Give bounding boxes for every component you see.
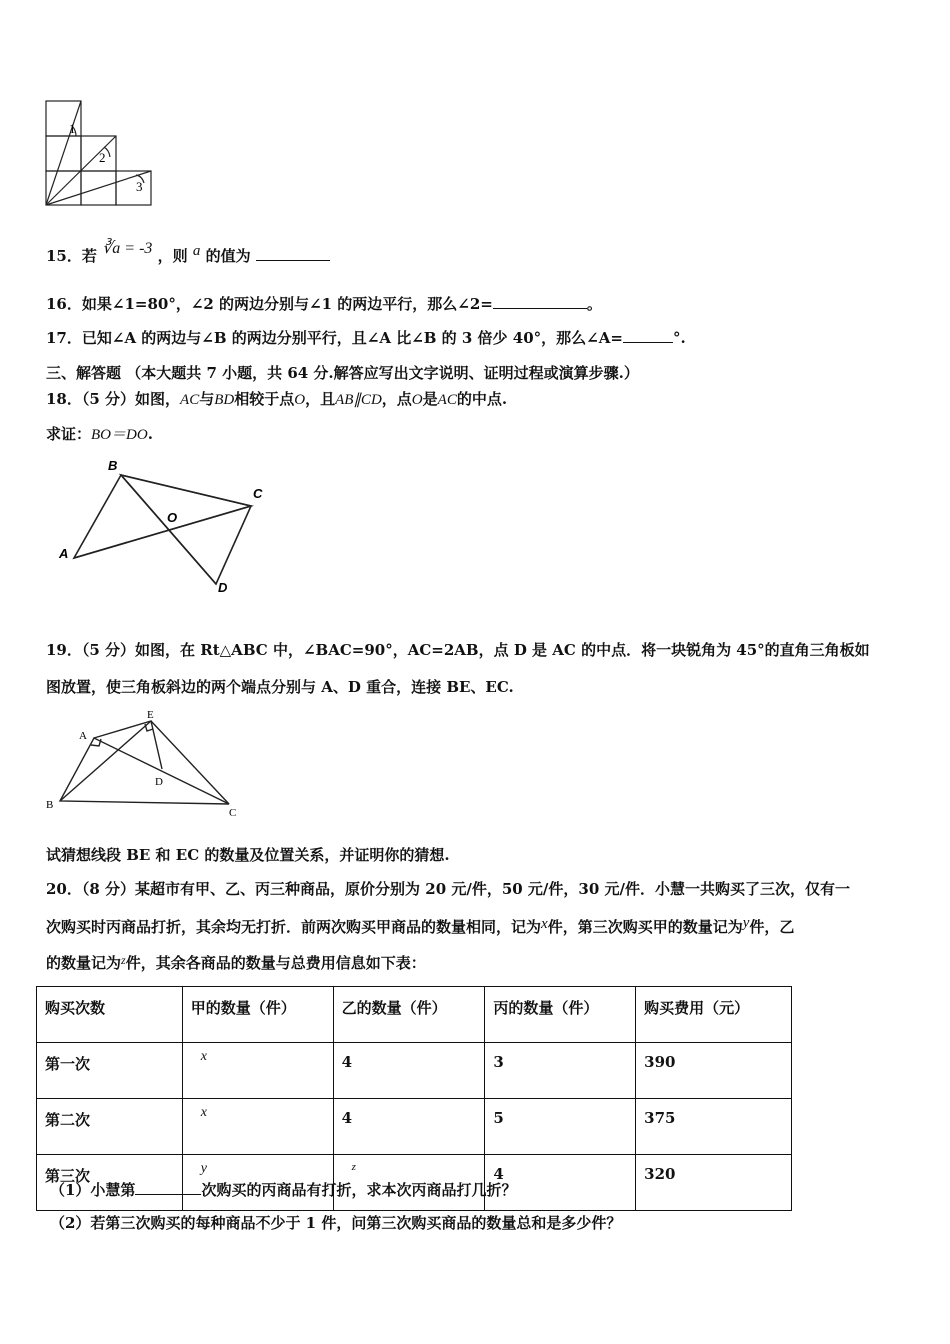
- q18-prove-statement: BO＝DO: [91, 427, 148, 443]
- table-header: 丙的数量（件）: [485, 987, 636, 1043]
- q20-sub1-text-a: （1）小慧第: [50, 1181, 136, 1199]
- point-label-o: O: [167, 510, 178, 525]
- point-label-d: D: [155, 776, 163, 788]
- question-19-line1: 19．（5 分）如图，在 Rt△ABC 中，∠BAC=90°，AC=2AB，点 D 是 AC 的中点．将一块锐角为 45°的直角三角板如: [46, 641, 870, 659]
- point-label-b: B: [46, 799, 54, 811]
- angle-label-1: 1: [69, 121, 76, 136]
- question-20-line1: 20．（8 分）某超市有甲、乙、丙三种商品，原价分别为 20 元/件，50 元/件，30 元/件．小慧一共购买了三次，仅有一: [46, 880, 850, 898]
- question-18-prove: [46, 424, 153, 445]
- question-15: [46, 240, 330, 267]
- answer-blank-20-1[interactable]: [135, 1180, 201, 1195]
- q18-text-g: ，且: [305, 390, 336, 408]
- table-cell: 第三次: [37, 1155, 183, 1211]
- table-cell: 5: [485, 1099, 636, 1155]
- q15-math-expression: ∛a = -3: [102, 240, 153, 257]
- table-cell: 4: [333, 1099, 485, 1155]
- table-header: 甲的数量（件）: [182, 987, 333, 1043]
- q18-text-m: 的中点.: [456, 390, 508, 408]
- table-cell: y: [182, 1155, 333, 1211]
- point-label-e: E: [147, 709, 154, 721]
- question-18: [46, 389, 507, 410]
- q18-o2: O: [411, 392, 423, 408]
- table-row: [37, 1043, 792, 1099]
- table-cell: x: [182, 1099, 333, 1155]
- answer-blank-16[interactable]: [493, 294, 587, 309]
- point-label-d: D: [218, 580, 228, 595]
- section-3-heading: 三、解答题 （本大题共 7 小题，共 64 分.解答应写出文字说明、证明过程或演算步骤.）: [46, 364, 639, 382]
- q20-text-a: 次购买时丙商品打折，其余均无打折．前两次购买甲商品的数量相同，记为: [46, 918, 542, 936]
- answer-blank-15[interactable]: [256, 246, 330, 261]
- q20-sub1-text-b: 次购买的丙商品有打折，求本次丙商品打几折？: [201, 1181, 517, 1199]
- answer-blank-17[interactable]: [623, 328, 673, 343]
- purchase-table: [36, 986, 792, 1211]
- q16-text: 16．如果∠1=80°，∠2 的两边分别与∠1 的两边平行，那么∠2=: [46, 295, 493, 313]
- point-label-c: C: [253, 486, 263, 501]
- table-header: 购买次数: [37, 987, 183, 1043]
- q20-text-c: 件，乙: [749, 918, 795, 936]
- q18-text-e: 相较于点: [234, 390, 295, 408]
- table-cell: x: [182, 1043, 333, 1099]
- question-16: [46, 294, 602, 314]
- q17-text: 17．已知∠A 的两边与∠B 的两边分别平行，且∠A 比∠B 的 3 倍少 40°，那么∠A=: [46, 329, 623, 347]
- table-cell: 320: [636, 1155, 792, 1211]
- table-cell: 第二次: [37, 1099, 183, 1155]
- q20-text-d: 的数量记为: [46, 954, 122, 972]
- q17-tail: °.: [672, 329, 686, 347]
- figure-q18-crossing-triangles: [56, 455, 276, 600]
- q18-parallel: AB∥CD: [335, 392, 382, 408]
- question-20-sub2: （2）若第三次购买的每种商品不少于 1 件，问第三次购买商品的数量总和是多少件？: [50, 1214, 622, 1232]
- table-header: 购买费用（元）: [636, 987, 792, 1043]
- table-header: 乙的数量（件）: [333, 987, 485, 1043]
- point-label-a: A: [59, 546, 69, 561]
- q18-text-c: 与: [199, 390, 215, 408]
- q15-number: 15．若: [46, 247, 97, 265]
- q18-prove-label: 求证：: [46, 425, 92, 443]
- angle-label-2: 2: [99, 150, 106, 165]
- q16-tail: 。: [586, 295, 602, 313]
- figure-angle-grid: [44, 100, 154, 208]
- q18-ac2: AC: [437, 392, 457, 408]
- point-label-b: B: [108, 458, 118, 473]
- q18-bd: BD: [214, 392, 235, 408]
- q20-var-x: x: [541, 916, 548, 932]
- q18-prove-period: .: [147, 425, 153, 443]
- q20-var-y: y: [742, 915, 750, 931]
- q15-tail: 的值为: [205, 247, 251, 265]
- q20-text-e: 件，其余各商品的数量与总费用信息如下表：: [125, 954, 426, 972]
- q18-text-k: 是: [422, 390, 438, 408]
- q18-text-i: ，点: [381, 390, 412, 408]
- table-cell: 3: [485, 1043, 636, 1099]
- table-cell: z: [333, 1155, 485, 1211]
- q18-ac: AC: [180, 392, 200, 408]
- point-label-a: A: [79, 730, 87, 742]
- q20-var-z: z: [121, 953, 126, 967]
- figure-q19-triangle: [44, 708, 244, 820]
- q18-text-a: 18．（5 分）如图，: [46, 390, 181, 408]
- table-cell: 第一次: [37, 1043, 183, 1099]
- table-header-row: [37, 987, 792, 1043]
- q15-var: a: [192, 243, 201, 259]
- q18-o: O: [294, 392, 306, 408]
- table-cell: 4: [333, 1043, 485, 1099]
- table-cell: 390: [636, 1043, 792, 1099]
- question-20-line3: [46, 953, 426, 974]
- question-19-line3: 试猜想线段 BE 和 EC 的数量及位置关系，并证明你的猜想.: [46, 846, 450, 864]
- question-20-sub1: [50, 1180, 516, 1200]
- table-row: [37, 1099, 792, 1155]
- question-17: [46, 328, 686, 348]
- table-cell: 4: [485, 1155, 636, 1211]
- q15-mid: ，则: [157, 247, 188, 265]
- angle-label-3: 3: [136, 179, 143, 194]
- point-label-c: C: [229, 807, 237, 819]
- question-20-line2: [46, 917, 794, 938]
- table-cell: 375: [636, 1099, 792, 1155]
- question-19-line2: 图放置，使三角板斜边的两个端点分别与 A、D 重合，连接 BE、EC.: [46, 678, 514, 696]
- q20-text-b: 件，第三次购买甲的数量记为: [547, 918, 743, 936]
